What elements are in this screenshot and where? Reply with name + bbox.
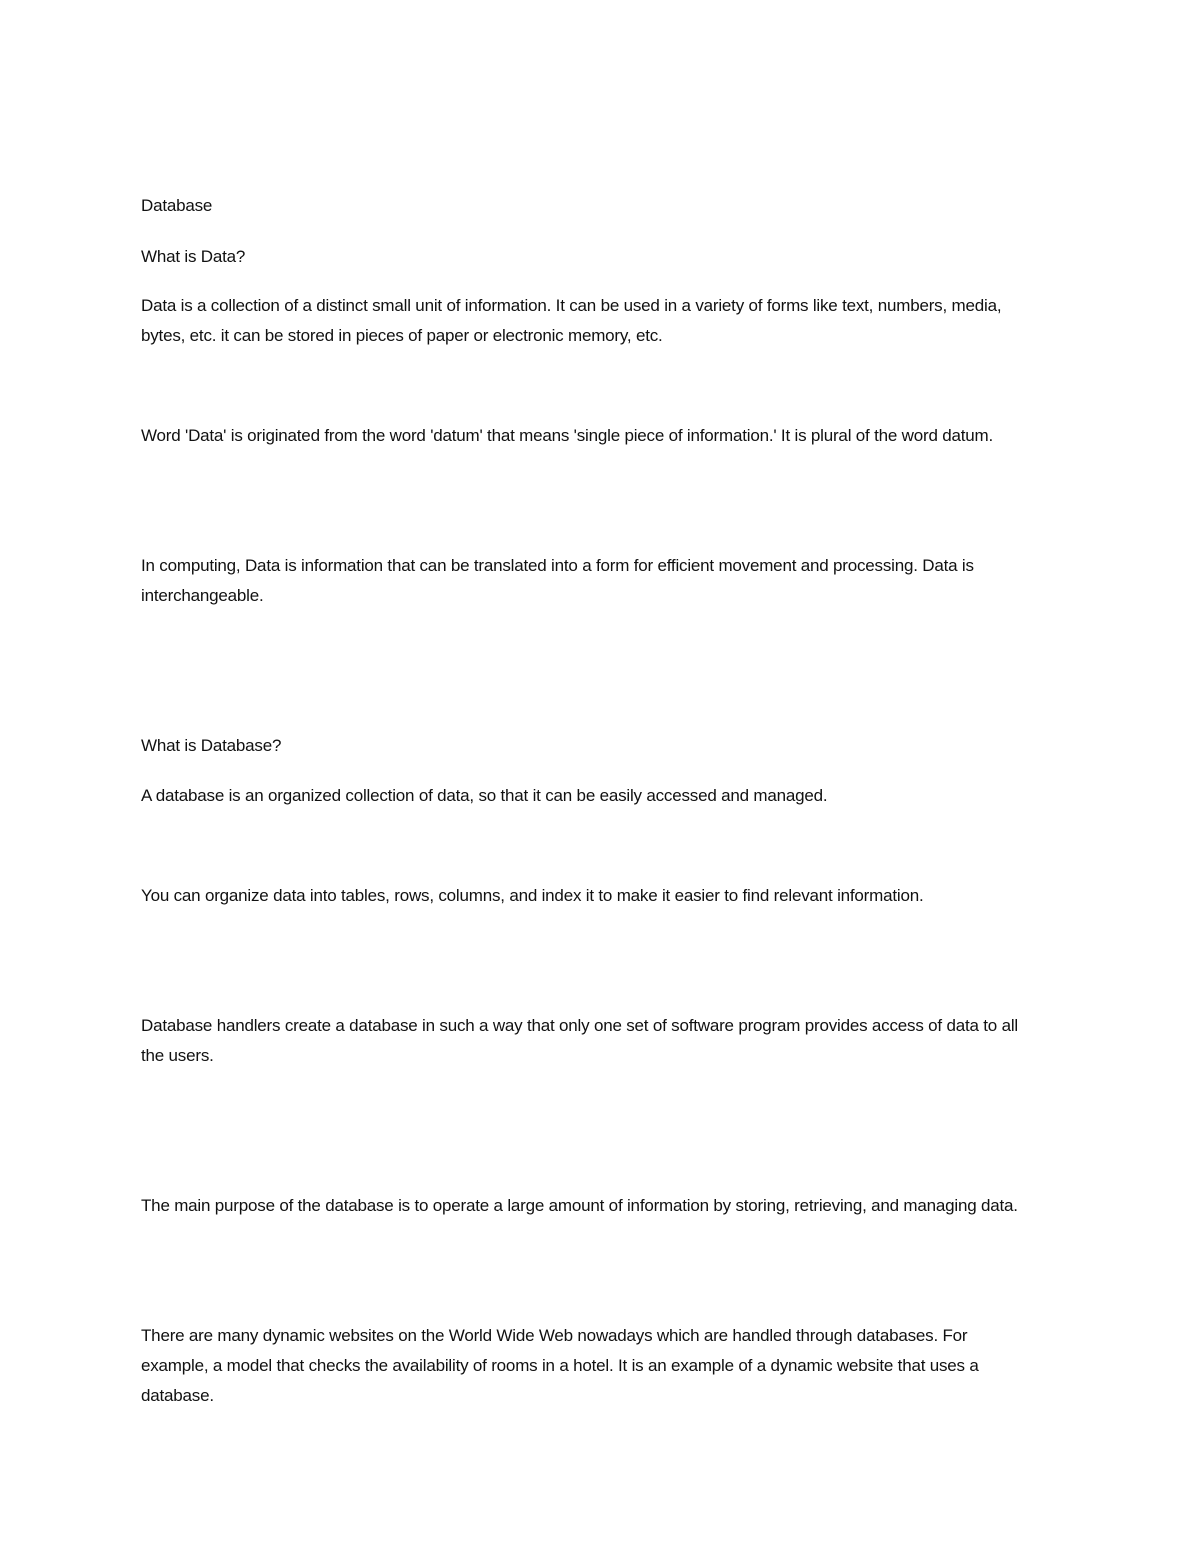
paragraph-computing-data: In computing, Data is information that can be translated into a form for efficient movement and processing. Data is interchangeable. <box>141 556 974 605</box>
heading-what-is-data: What is Data? <box>141 247 246 266</box>
paragraph-database-handlers: Database handlers create a database in such a way that only one set of software program provides access of data to all the users. <box>141 1016 1018 1065</box>
paragraph-data-definition: Data is a collection of a distinct small unit of information. It can be used in a variety of forms like text, numbers, media, bytes, etc. it can be stored in pieces of paper or electronic memory, etc. <box>141 296 1002 345</box>
paragraph-organize-data: You can organize data into tables, rows, columns, and index it to make it easier to find relevant information. <box>141 886 924 905</box>
document-title: Database <box>141 196 213 215</box>
paragraph-datum-origin: Word 'Data' is originated from the word 'datum' that means 'single piece of information.' It is plural of the word datum. <box>141 426 993 445</box>
paragraph-dynamic-websites: There are many dynamic websites on the World Wide Web nowadays which are handled through databases. For example, a model that checks the availability of rooms in a hotel. It is an example of a dynamic website that uses a database. <box>141 1326 979 1405</box>
paragraph-database-definition: A database is an organized collection of data, so that it can be easily accessed and managed. <box>141 786 828 805</box>
paragraph-database-purpose: The main purpose of the database is to operate a large amount of information by storing, retrieving, and managing data. <box>141 1196 1018 1215</box>
heading-what-is-database: What is Database? <box>141 736 282 755</box>
